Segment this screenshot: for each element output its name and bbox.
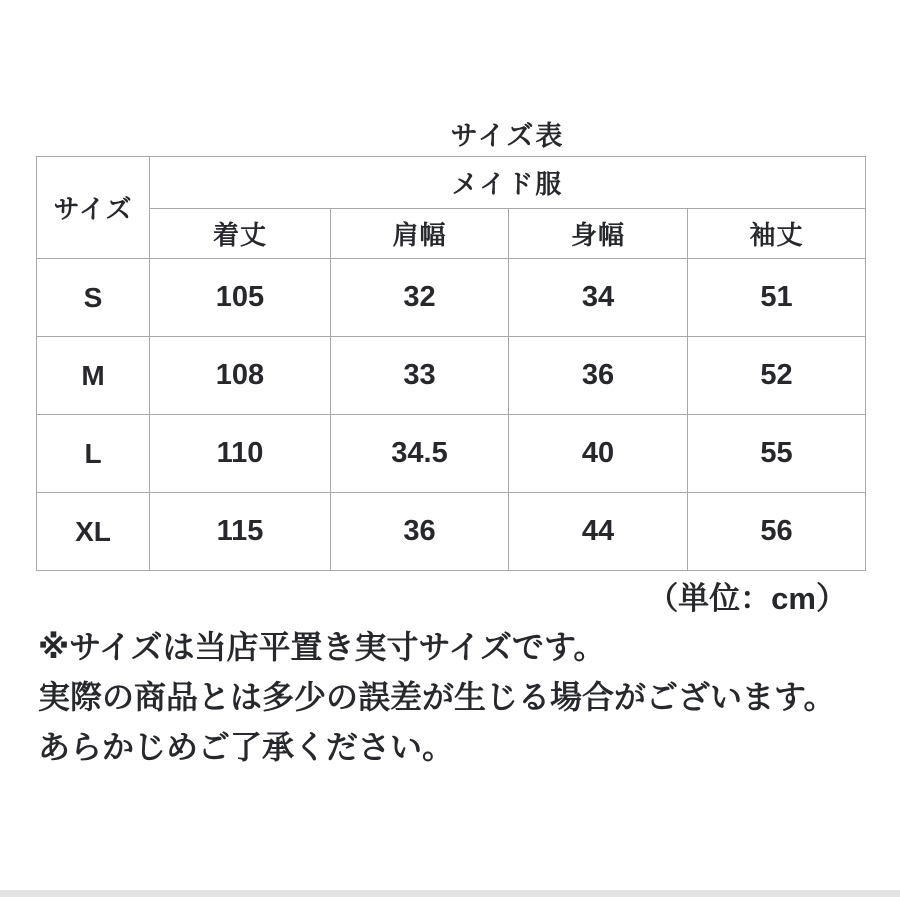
cell-value: 55: [688, 415, 866, 493]
column-header-shoulder-width: 肩幅: [331, 209, 509, 259]
size-table: [36, 156, 866, 571]
cell-value: 105: [150, 259, 331, 337]
cell-value: 44: [509, 493, 688, 571]
cell-value: 40: [509, 415, 688, 493]
cell-value: 56: [688, 493, 866, 571]
bottom-edge-bar: [0, 890, 900, 897]
size-column-header: サイズ: [37, 157, 150, 259]
column-header-body-width: 身幅: [509, 209, 688, 259]
table-header-row-measurements: [37, 209, 866, 259]
cell-value: 110: [150, 415, 331, 493]
column-header-body-length: 着丈: [150, 209, 331, 259]
size-label: XL: [37, 493, 150, 571]
cell-value: 36: [509, 337, 688, 415]
disclaimer-notes: [38, 622, 868, 772]
cell-value: 34.5: [331, 415, 509, 493]
cell-value: 33: [331, 337, 509, 415]
size-label: M: [37, 337, 150, 415]
table-row-size-l: [37, 415, 866, 493]
note-line-3: あらかじめご了承ください。: [38, 729, 455, 765]
table-header-row-product: [37, 157, 866, 209]
column-header-sleeve-length: 袖丈: [688, 209, 866, 259]
size-label: S: [37, 259, 150, 337]
table-row-size-s: [37, 259, 866, 337]
cell-value: 34: [509, 259, 688, 337]
cell-value: 52: [688, 337, 866, 415]
cell-value: 32: [331, 259, 509, 337]
table-row-size-m: [37, 337, 866, 415]
table-row-size-xl: [37, 493, 866, 571]
cell-value: 51: [688, 259, 866, 337]
unit-note: （単位：cm）: [647, 581, 847, 616]
cell-value: 36: [331, 493, 509, 571]
product-name-header: メイド服: [150, 157, 866, 209]
note-line-2: 実際の商品とは多少の誤差が生じる場合がございます。: [38, 679, 836, 715]
note-line-1: ※サイズは当店平置き実寸サイズです。: [38, 629, 606, 665]
cell-value: 108: [150, 337, 331, 415]
cell-value: 115: [150, 493, 331, 571]
page-title: サイズ表: [450, 121, 565, 151]
size-label: L: [37, 415, 150, 493]
